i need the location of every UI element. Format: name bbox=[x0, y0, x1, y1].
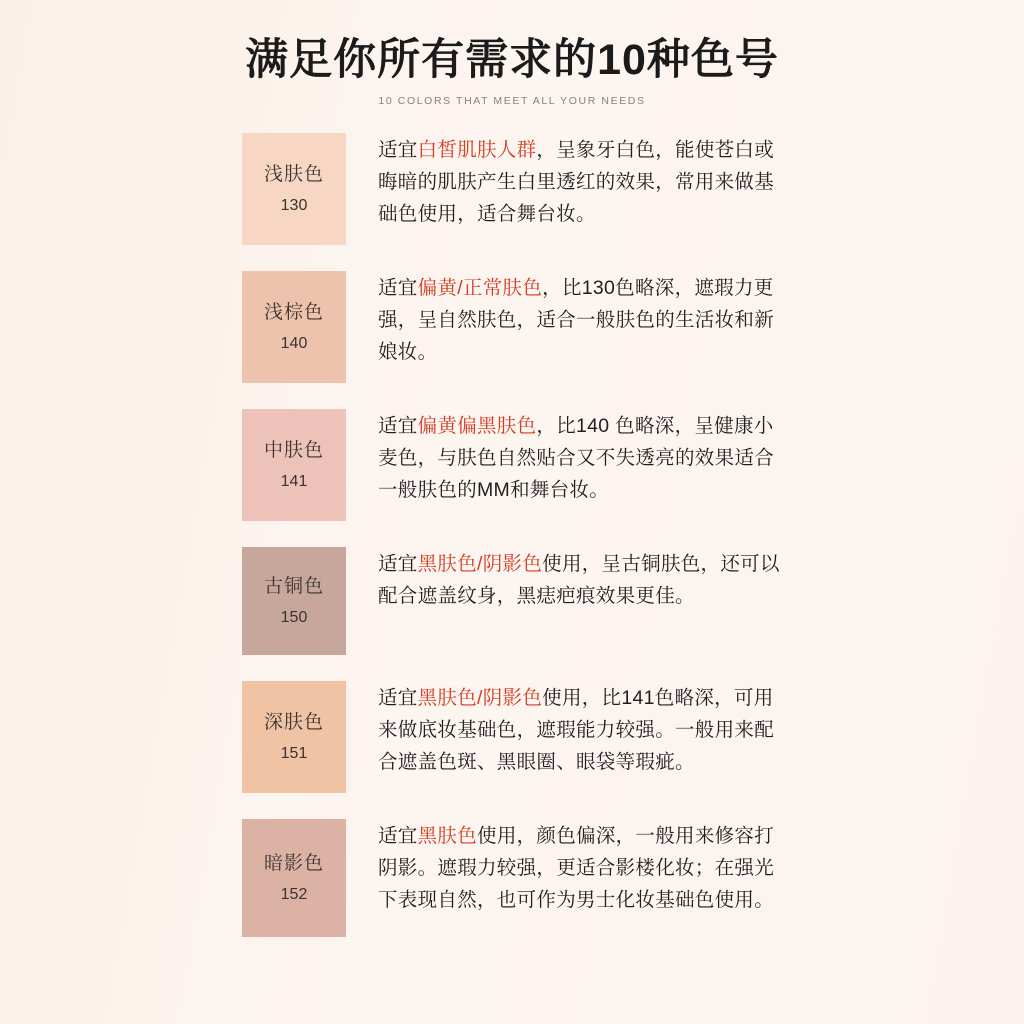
shade-description bbox=[346, 133, 792, 230]
shade-description bbox=[346, 681, 792, 778]
desc-highlight: 黑肤色/阴影色 bbox=[417, 553, 543, 576]
color-swatch bbox=[242, 681, 346, 793]
desc-highlight: 黑肤色 bbox=[417, 825, 478, 848]
desc-highlight: 黑肤色/阴影色 bbox=[417, 687, 543, 710]
color-swatch bbox=[242, 133, 346, 245]
list-item bbox=[242, 271, 792, 383]
desc-part: 适宜 bbox=[378, 825, 418, 848]
desc-part: 使用，比141色略深，可用来做底妆基础色，遮瑕能力较强。一般用来配合遮盖色斑、黑眼圈、眼袋等瑕疵。 bbox=[378, 687, 775, 773]
list-item bbox=[242, 547, 792, 655]
desc-part: 适宜 bbox=[378, 553, 418, 576]
color-swatch bbox=[242, 409, 346, 521]
swatch-name: 深肤色 bbox=[263, 712, 324, 734]
color-swatch bbox=[242, 547, 346, 655]
swatch-name: 暗影色 bbox=[263, 853, 324, 875]
desc-highlight: 偏黄偏黑肤色 bbox=[417, 415, 537, 438]
swatch-code: 150 bbox=[280, 608, 308, 626]
swatch-name: 浅棕色 bbox=[263, 302, 324, 324]
swatch-code: 130 bbox=[280, 196, 308, 214]
desc-part: 使用，呈古铜肤色，还可以配合遮盖纹身，黑痣疤痕效果更佳。 bbox=[378, 553, 780, 608]
list-item bbox=[242, 133, 792, 245]
desc-part: ，呈象牙白色，能使苍白或晦暗的肌肤产生白里透红的效果，常用来做基础色使用，适合舞台妆。 bbox=[378, 139, 775, 225]
color-swatch bbox=[242, 271, 346, 383]
shade-description bbox=[346, 819, 792, 916]
desc-part: 适宜 bbox=[378, 415, 418, 438]
desc-highlight: 白皙肌肤人群 bbox=[417, 139, 537, 162]
desc-part: 适宜 bbox=[378, 139, 418, 162]
desc-part: ，比140 色略深，呈健康小麦色，与肤色自然贴合又不失透亮的效果适合一般肤色的MM和舞台妆。 bbox=[378, 415, 775, 501]
shade-description bbox=[346, 409, 792, 506]
swatch-code: 141 bbox=[280, 472, 308, 490]
list-item bbox=[242, 819, 792, 937]
page-subtitle: 10 COLORS THAT MEET ALL YOUR NEEDS bbox=[378, 95, 646, 108]
desc-highlight: 偏黄/正常肤色 bbox=[417, 277, 543, 300]
color-swatch bbox=[242, 819, 346, 937]
desc-part: 适宜 bbox=[378, 687, 418, 710]
desc-part: 使用，颜色偏深，一般用来修容打阴影。遮瑕力较强，更适合影楼化妆；在强光下表现自然，也可作为男士化妆基础色使用。 bbox=[378, 825, 775, 911]
shade-list bbox=[0, 133, 1024, 937]
page-header bbox=[0, 0, 1024, 107]
page-title: 满足你所有需求的10种色号 bbox=[245, 36, 779, 84]
list-item bbox=[242, 409, 792, 521]
shade-description bbox=[346, 547, 792, 612]
swatch-code: 151 bbox=[280, 744, 308, 762]
swatch-name: 中肤色 bbox=[263, 440, 324, 462]
swatch-code: 140 bbox=[280, 334, 308, 352]
swatch-name: 古铜色 bbox=[263, 576, 324, 598]
shade-description bbox=[346, 271, 792, 368]
swatch-code: 152 bbox=[280, 885, 308, 903]
list-item bbox=[242, 681, 792, 793]
swatch-name: 浅肤色 bbox=[263, 164, 324, 186]
desc-part: ，比130色略深，遮瑕力更强，呈自然肤色，适合一般肤色的生活妆和新娘妆。 bbox=[378, 277, 775, 363]
desc-part: 适宜 bbox=[378, 277, 418, 300]
